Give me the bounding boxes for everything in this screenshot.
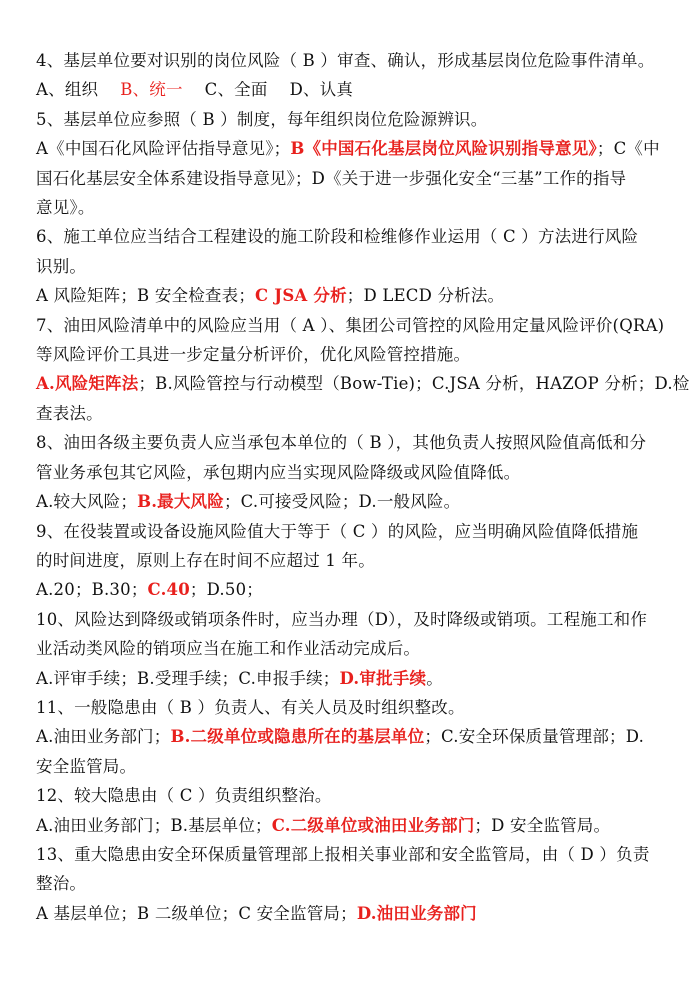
question-10-text: 10、风险达到降级或销项条件时，应当办理（D），及时降级或销项。工程施工和作: [36, 609, 648, 629]
question-5-options-line-2: 国石化基层安全体系建设指导意见》；D《关于进一步强化安全“三基”工作的指导: [36, 168, 627, 188]
question-8-options: [36, 487, 666, 516]
plain-text: A.油田业务部门；B.基层单位；: [36, 815, 272, 835]
question-9-text-cont: 的时间进度，原则上存在时间不应超过 1 年。: [36, 550, 375, 570]
question-8-text: 8、油田各级主要负责人应当承包本单位的（ B ），其他负责人按照风险值高低和分: [36, 433, 647, 453]
plain-text: ；D 安全监管局。: [474, 815, 611, 835]
plain-text: ；C.可接受风险；D.一般风险。: [223, 492, 461, 512]
answer-highlight: B.最大风险: [137, 492, 224, 512]
answer-highlight: A.风险矩阵法: [36, 374, 139, 394]
question-9-options: [36, 575, 666, 604]
plain-text: ；D LECD 分析法。: [346, 286, 505, 306]
plain-text: A 基层单位；B 二级单位；C 安全监管局；: [36, 903, 357, 923]
plain-text: A《中国石化风险评估指导意见》；: [36, 139, 291, 159]
answer-highlight: D.油田业务部门: [356, 903, 477, 923]
option-a: A、组织: [36, 80, 99, 100]
plain-text: ；D.50；: [189, 580, 263, 600]
question-11-options-cont: 安全监管局。: [36, 756, 137, 776]
question-12-options: [36, 811, 666, 840]
plain-text: 。: [426, 668, 443, 688]
question-8-text-cont: 管业务承包其它风险，承包期内应当实现风险降级或风险值降低。: [36, 462, 521, 482]
answer-highlight: D.审批手续: [339, 668, 427, 688]
question-10-text-cont: 业活动类风险的销项应当在施工和作业活动完成后。: [36, 639, 421, 659]
question-6-text: 6、施工单位应当结合工程建设的施工阶段和检维修作业运用（ C ）方法进行风险: [36, 227, 639, 247]
question-7-text-cont: 等风险评价工具进一步定量分析评价，优化风险管控措施。: [36, 345, 471, 365]
plain-text: A 风险矩阵；B 安全检查表；: [36, 286, 256, 306]
question-4-text: 4、基层单位要对识别的岗位风险（ B ）审查、确认，形成基层岗位危险事件清单。: [36, 51, 655, 70]
question-12-text: 12、较大隐患由（ C ）负责组织整治。: [36, 786, 332, 806]
question-11-text: 11、一般隐患由（ B ）负责人、有关人员及时组织整改。: [36, 697, 465, 717]
question-4-options: [36, 75, 666, 104]
option-b-answer: B、统一: [120, 80, 183, 100]
question-7-options-cont: 查表法。: [36, 403, 103, 423]
question-13-text: 13、重大隐患由安全环保质量管理部上报相关事业部和安全监管局，由（ D ）负责: [36, 844, 650, 864]
plain-text: ；C.安全环保质量管理部；D.: [424, 727, 645, 747]
question-10-options: [36, 664, 666, 693]
option-c: C、全面: [204, 80, 268, 100]
question-9-text: 9、在役装置或设备设施风险值大于等于（ C ）的风险，应当明确风险值降低措施: [36, 521, 639, 541]
question-13-options: [36, 899, 666, 928]
question-6-text-cont: 识别。: [36, 256, 87, 276]
answer-highlight: C.40: [147, 580, 190, 600]
plain-text: A.评审手续；B.受理手续；C.申报手续；: [36, 668, 340, 688]
plain-text: A.20；B.30；: [36, 580, 148, 600]
plain-text: A.较大风险；: [36, 492, 138, 512]
document-page: [36, 46, 690, 928]
question-13-text-cont: 整治。: [36, 874, 87, 894]
question-7-options: [36, 369, 690, 398]
answer-highlight: B《中国石化基层岗位风险识别指导意见》: [290, 139, 597, 159]
plain-text: A.油田业务部门；: [36, 727, 171, 747]
question-5-text: 5、基层单位应参照（ B ）制度，每年组织岗位危险源辨识。: [36, 109, 488, 129]
answer-highlight: B.二级单位或隐患所在的基层单位: [170, 727, 425, 747]
question-5-options-line-3: 意见》。: [36, 198, 95, 218]
answer-highlight: C JSA 分析: [255, 286, 347, 306]
question-7-text: 7、油田风险清单中的风险应当用（ A ）、集团公司管控的风险用定量风险评价(QRA): [36, 315, 665, 335]
question-5-options-line-1: [36, 134, 666, 163]
plain-text: ；B.风险管控与行动模型（Bow-Tie)；C.JSA 分析，HAZOP 分析；D.检: [138, 374, 690, 394]
option-d: D、认真: [289, 80, 354, 100]
question-6-options: [36, 281, 666, 310]
question-11-options: [36, 722, 666, 751]
plain-text: ；C《中: [596, 139, 660, 159]
answer-highlight: C.二级单位或油田业务部门: [271, 815, 475, 835]
